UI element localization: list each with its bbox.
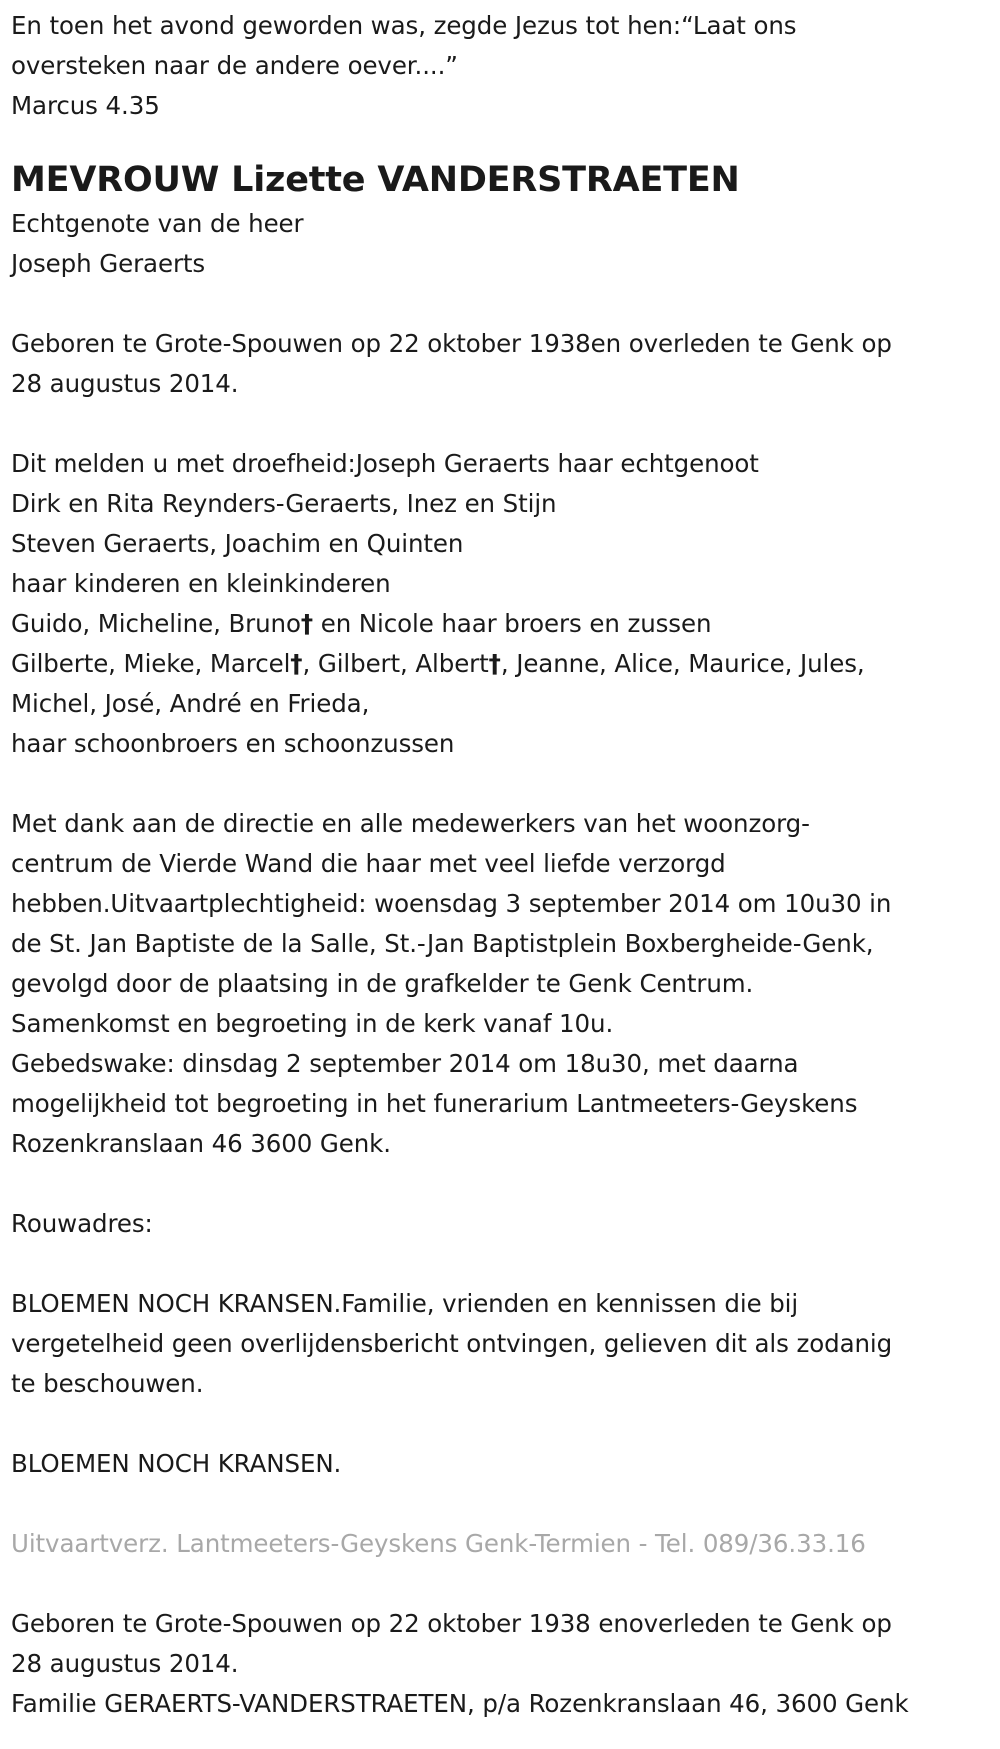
siblings-text-1: Guido, Micheline, Bruno [11,609,301,638]
siblings-text-2: en Nicole haar broers en zussen [313,609,712,638]
family-line-2: Dirk en Rita Reynders-Geraerts, Inez en Stijn [11,489,557,518]
family-line-3: Steven Geraerts, Joachim en Quinten [11,529,464,558]
spouse-line-1: Echtgenote van de heer [11,209,304,238]
siblings-line [11,604,989,644]
birth-death-line-2: 28 augustus 2014. [11,369,239,398]
birth-death-line-1: Geboren te Grote-Spouwen op 22 oktober 1938en overleden te Genk op [11,329,892,358]
notice-line-2: vergetelheid geen overlijdensbericht ontvingen, gelieven dit als zodanig [11,1329,893,1358]
ceremony-line-4: de St. Jan Baptiste de la Salle, St.-Jan Baptistplein Boxbergheide-Genk, [11,929,874,958]
rouwadres-label: Rouwadres: [11,1209,153,1238]
inlaws-line [11,644,989,684]
cross-icon: † [488,649,501,678]
undertaker-info: Uitvaartverz. Lantmeeters-Geyskens Genk-Termien - Tel. 089/36.33.16 [11,1529,866,1558]
ceremony-line-5: gevolgd door de plaatsing in de grafkelder te Genk Centrum. [11,969,754,998]
footer-info [11,1604,989,1724]
footer-line-2: 28 augustus 2014. [11,1649,239,1678]
ceremony-line-3: hebben.Uitvaartplechtigheid: woensdag 3 september 2014 om 10u30 in [11,889,892,918]
ceremony-line-8: mogelijkheid tot begroeting in het funerarium Lantmeeters-Geyskens [11,1089,858,1118]
bible-quote [11,6,989,126]
quote-reference: Marcus 4.35 [11,91,160,120]
family-line-after-1: Michel, José, André en Frieda, [11,689,370,718]
notice-line-3: te beschouwen. [11,1369,204,1398]
family-line-4: haar kinderen en kleinkinderen [11,569,391,598]
notice [11,1284,989,1404]
quote-line-1: En toen het avond geworden was, zegde Jezus tot hen:“Laat ons [11,11,797,40]
no-flowers-notice: BLOEMEN NOCH KRANSEN. [11,1449,342,1478]
family-address: Familie GERAERTS-VANDERSTRAETEN, p/a Rozenkranslaan 46, 3600 Genk [11,1689,909,1718]
family-line-1: Dit melden u met droefheid:Joseph Geraerts haar echtgenoot [11,449,759,478]
inlaws-text-3: , Jeanne, Alice, Maurice, Jules, [500,649,865,678]
family-list [11,444,989,764]
footer-line-1: Geboren te Grote-Spouwen op 22 oktober 1938 enoverleden te Genk op [11,1609,892,1638]
cross-icon: † [290,649,303,678]
birth-death-info [11,324,989,404]
family-line-after-2: haar schoonbroers en schoonzussen [11,729,455,758]
ceremony-line-7: Gebedswake: dinsdag 2 september 2014 om 18u30, met daarna [11,1049,799,1078]
ceremony-line-6: Samenkomst en begroeting in de kerk vanaf 10u. [11,1009,614,1038]
ceremony-line-9: Rozenkranslaan 46 3600 Genk. [11,1129,391,1158]
inlaws-text-1: Gilberte, Mieke, Marcel [11,649,291,678]
spouse-info [11,204,989,284]
ceremony-line-2: centrum de Vierde Wand die haar met veel liefde verzorgd [11,849,726,878]
quote-line-2: oversteken naar de andere oever....” [11,51,458,80]
cross-icon: † [300,609,314,638]
deceased-name: MEVROUW Lizette VANDERSTRAETEN [11,160,740,200]
ceremony-info [11,804,989,1164]
ceremony-line-1: Met dank aan de directie en alle medewerkers van het woonzorg- [11,809,810,838]
inlaws-text-2: , Gilbert, Albert [302,649,489,678]
spouse-line-2: Joseph Geraerts [11,249,206,278]
notice-line-1: BLOEMEN NOCH KRANSEN.Familie, vrienden en kennissen die bij [11,1289,799,1318]
